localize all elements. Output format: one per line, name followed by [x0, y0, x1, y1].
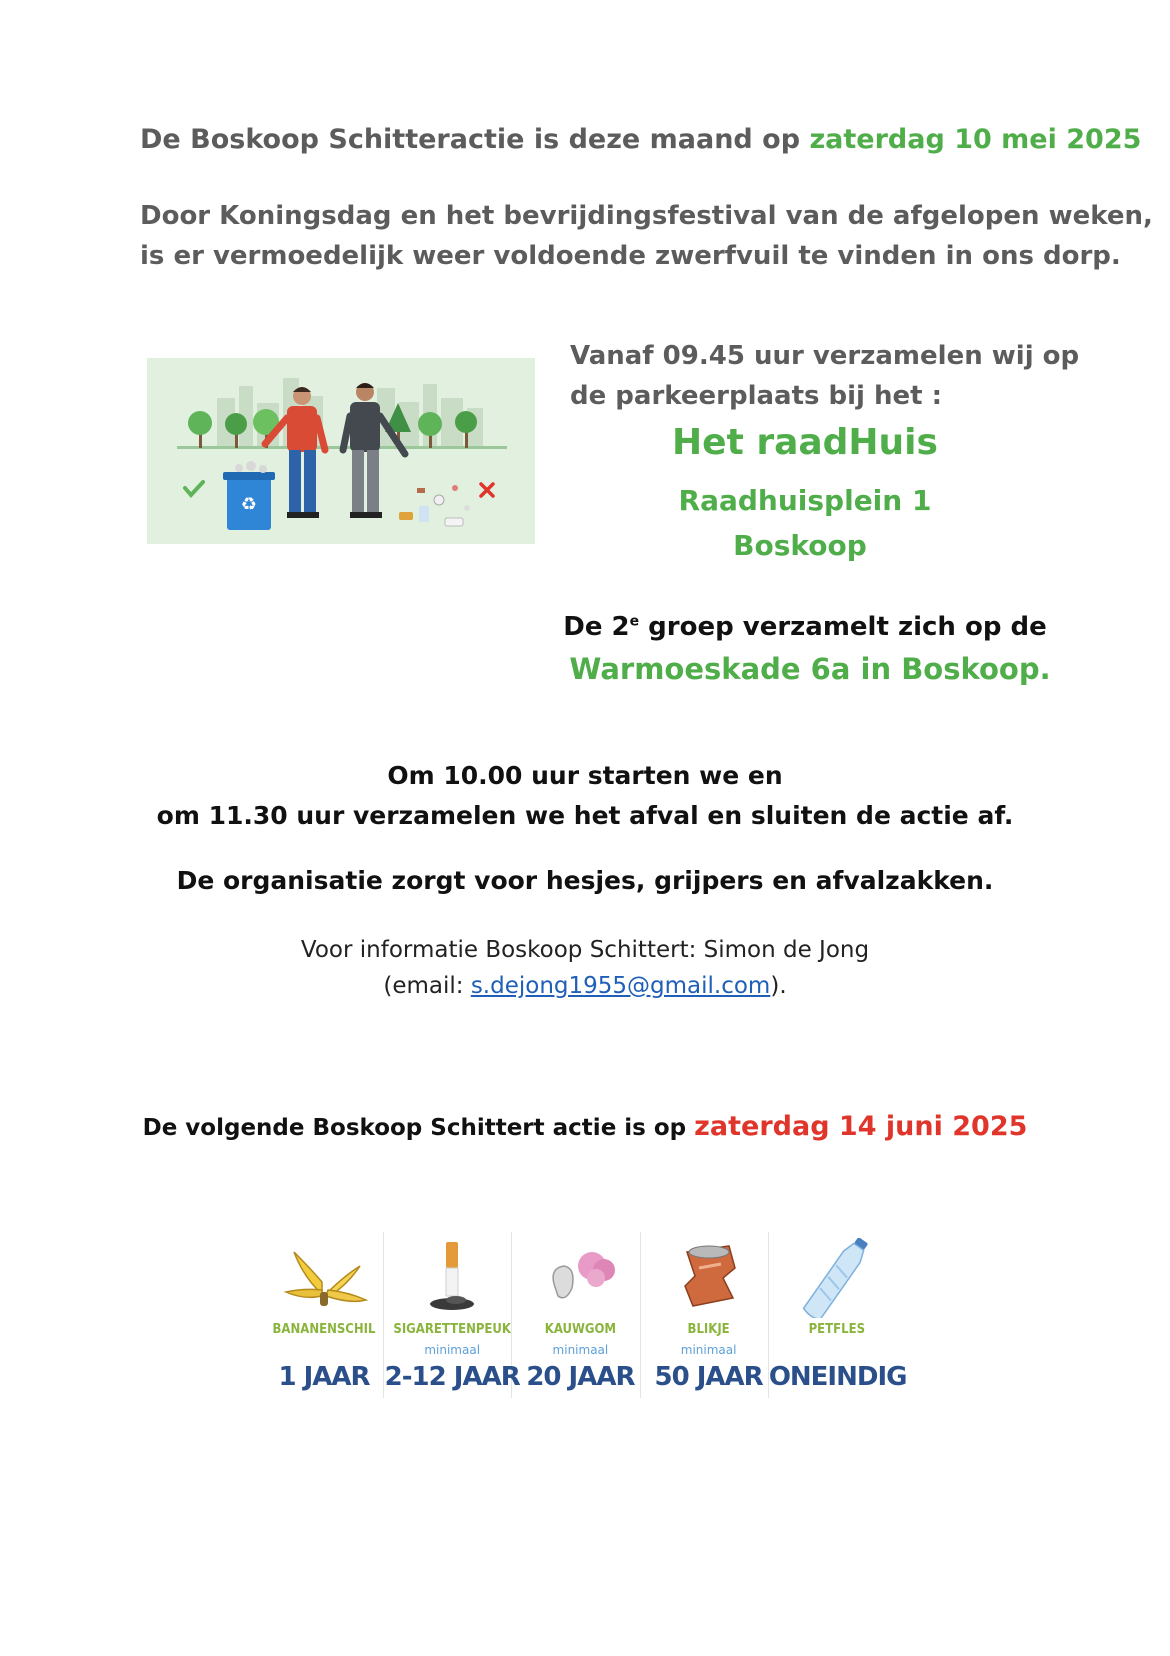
cigarette-butt-icon — [402, 1238, 502, 1318]
event-date: zaterdag 10 mei 2025 — [809, 124, 1142, 155]
waste-duration: 2-12 JAAR — [384, 1362, 520, 1392]
group2-heading — [560, 612, 1050, 642]
venue-name: Het raadHuis — [672, 422, 938, 463]
decomposition-item-bottle — [768, 1232, 907, 1398]
waste-minimum: minimaal — [680, 1343, 737, 1357]
banana-peel-icon — [274, 1238, 374, 1318]
intro-line-2: Door Koningsdag en het bevrijdingsfestival van de afgelopen weken, — [140, 201, 1153, 231]
intro-lead: De Boskoop Schitteractie is deze maand op — [140, 124, 801, 155]
waste-duration: 20 JAAR — [526, 1362, 635, 1392]
svg-text:♻: ♻ — [240, 494, 258, 515]
schedule — [0, 756, 1170, 836]
waste-item-label: KAUWGOM — [544, 1322, 617, 1337]
meeting-info — [570, 336, 1079, 416]
decomposition-strip — [256, 1232, 907, 1398]
group2-location: Warmoeskade 6a in Boskoop. — [569, 652, 1051, 686]
litter-pickers-illustration — [147, 358, 535, 544]
meeting-line-2: de parkeerplaats bij het : — [570, 381, 943, 411]
decomposition-item-gum — [512, 1232, 640, 1398]
next-action-lead: De volgende Boskoop Schittert actie is op — [142, 1115, 687, 1141]
plastic-bottle-icon — [787, 1238, 887, 1318]
group2-prefix: De 2 — [563, 612, 630, 642]
venue-city: Boskoop — [733, 529, 867, 562]
waste-item-label: SIGARETTENPEUK — [393, 1322, 511, 1337]
waste-minimum: minimaal — [424, 1343, 481, 1357]
waste-item-label: BANANENSCHIL — [272, 1322, 376, 1337]
next-action-date: zaterdag 14 juni 2025 — [694, 1111, 1028, 1142]
contact-line-1: Voor informatie Boskoop Schittert: Simon de Jong — [300, 937, 870, 963]
intro-heading — [140, 124, 1141, 155]
waste-item-label: BLIKJE — [687, 1322, 730, 1337]
waste-item-label: PETFLES — [808, 1322, 866, 1337]
venue-street: Raadhuisplein 1 — [678, 484, 932, 517]
chewing-gum-icon — [530, 1238, 630, 1318]
email-link[interactable]: s.dejong1955@gmail.com — [470, 973, 771, 999]
decomposition-item-can — [641, 1232, 769, 1398]
intro-line-3: is er vermoedelijk weer voldoende zwerfvuil te vinden in ons dorp. — [140, 241, 1121, 271]
decomposition-item-cigarette — [384, 1232, 520, 1398]
waste-minimum: minimaal — [552, 1343, 609, 1357]
contact-email-line — [0, 968, 1170, 1004]
meeting-line-1: Vanaf 09.45 uur verzamelen wij op — [570, 341, 1080, 371]
schedule-line-2: om 11.30 uur verzamelen we het afval en sluiten de actie af. — [156, 801, 1014, 830]
intro-paragraph — [140, 196, 1153, 276]
email-prefix: (email: — [383, 973, 471, 999]
contact-info — [0, 932, 1170, 1004]
schedule-line-1: Om 10.00 uur starten we en — [387, 761, 783, 790]
decomposition-item-banana — [256, 1232, 384, 1398]
organisation-note: De organisatie zorgt voor hesjes, grijpers en afvalzakken. — [176, 866, 994, 895]
email-suffix: ). — [770, 973, 787, 999]
group2-suffix: groep verzamelt zich op de — [639, 612, 1047, 642]
next-action — [0, 1111, 1170, 1142]
waste-duration: ONEINDIG — [768, 1362, 907, 1392]
crushed-can-icon — [659, 1238, 759, 1318]
waste-duration: 50 JAAR — [654, 1362, 763, 1392]
waste-duration: 1 JAAR — [278, 1362, 370, 1392]
group2-superscript: e — [629, 613, 640, 630]
